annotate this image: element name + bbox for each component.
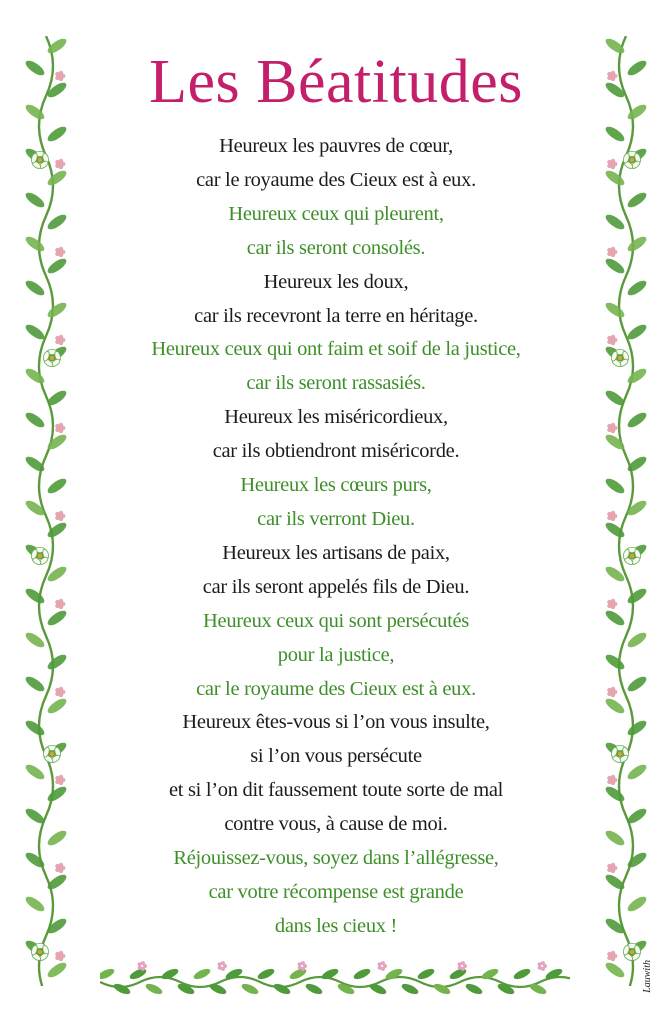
leaf-icon xyxy=(23,278,46,298)
leaf-icon xyxy=(603,124,626,144)
leaf-icon xyxy=(45,124,68,144)
flower-icon xyxy=(218,961,227,971)
flower-icon xyxy=(55,863,65,873)
white-flower-icon xyxy=(42,745,61,763)
leaf-icon xyxy=(625,894,648,914)
leaf-icon xyxy=(192,967,212,981)
leaf-icon xyxy=(23,630,46,650)
leaf-icon xyxy=(603,388,626,408)
poem-line: et si l’on dit faussement toute sorte de mal xyxy=(168,779,504,802)
leaf-icon xyxy=(23,806,46,826)
flower-icon xyxy=(538,961,547,971)
poem-line: contre vous, à cause de moi. xyxy=(224,813,448,836)
flower-icon xyxy=(607,863,617,873)
flower-icon xyxy=(607,71,617,81)
flower-icon xyxy=(55,775,65,785)
leaf-icon xyxy=(625,366,648,386)
leaf-icon xyxy=(23,234,46,254)
leaf-icon xyxy=(603,696,626,716)
leaf-icon xyxy=(112,982,132,996)
poem-line: si l’on vous persécute xyxy=(250,745,422,768)
leaf-icon xyxy=(625,850,648,870)
leaf-icon xyxy=(272,982,292,996)
leaf-icon xyxy=(45,432,68,452)
flower-icon xyxy=(607,335,617,345)
poem-line: dans les cieux ! xyxy=(274,914,398,937)
leaf-icon xyxy=(603,212,626,232)
bottom-floral-vine-border xyxy=(100,958,570,1002)
poem-line: car ils seront consolés. xyxy=(246,236,426,259)
leaf-icon xyxy=(23,322,46,342)
poem-line: Heureux les doux, xyxy=(263,270,409,293)
right-floral-vine-border xyxy=(594,36,658,986)
leaf-icon xyxy=(45,476,68,496)
leaf-icon xyxy=(464,982,484,996)
poem-line: Heureux ceux qui ont faim et soif de la justice, xyxy=(151,338,521,361)
artist-signature: Lauwith xyxy=(642,960,653,993)
flower-icon xyxy=(55,159,65,169)
leaf-icon xyxy=(23,762,46,782)
poem-line: Heureux ceux qui sont persécutés xyxy=(203,609,469,632)
white-flower-icon xyxy=(42,349,61,367)
leaf-icon xyxy=(512,967,532,981)
leaf-icon xyxy=(603,476,626,496)
leaf-icon xyxy=(45,388,68,408)
poem-line: Heureux ceux qui pleurent, xyxy=(228,202,444,225)
leaf-icon xyxy=(603,256,626,276)
leaf-icon xyxy=(23,718,46,738)
poem-line: car le royaume des Cieux est à eux. xyxy=(196,677,476,700)
leaf-icon xyxy=(45,256,68,276)
poem-line: car ils verront Dieu. xyxy=(257,507,415,530)
poem-line: Heureux les artisans de paix, xyxy=(222,541,450,564)
poem-line: pour la justice, xyxy=(277,643,395,666)
leaf-icon xyxy=(625,630,648,650)
leaf-icon xyxy=(23,190,46,210)
poem-line: car ils seront rassasiés. xyxy=(246,372,426,395)
leaf-icon xyxy=(603,960,626,980)
leaf-icon xyxy=(352,967,372,981)
flower-icon xyxy=(607,687,617,697)
leaf-icon xyxy=(603,432,626,452)
leaf-icon xyxy=(45,960,68,980)
flower-icon xyxy=(55,511,65,521)
poem-line: car ils recevront la terre en héritage. xyxy=(194,304,478,327)
leaf-icon xyxy=(45,168,68,188)
leaf-icon xyxy=(603,652,626,672)
flower-icon xyxy=(138,961,147,971)
poem-line: car ils seront appelés fils de Dieu. xyxy=(202,575,470,598)
leaf-icon xyxy=(45,608,68,628)
flower-icon xyxy=(55,71,65,81)
flower-icon xyxy=(55,423,65,433)
poem-line: Réjouissez-vous, soyez dans l’allégresse, xyxy=(173,847,499,870)
left-floral-vine-border xyxy=(14,36,78,986)
leaf-icon xyxy=(625,278,648,298)
flower-icon xyxy=(55,599,65,609)
flower-icon xyxy=(55,687,65,697)
white-flower-icon xyxy=(622,151,641,169)
leaf-icon xyxy=(603,828,626,848)
leaf-icon xyxy=(23,894,46,914)
leaf-icon xyxy=(23,586,46,606)
poem-line: Heureux les cœurs purs, xyxy=(240,474,432,497)
white-flower-icon xyxy=(610,349,629,367)
leaf-icon xyxy=(603,168,626,188)
poem-line: car votre récompense est grande xyxy=(208,880,464,903)
leaf-icon xyxy=(45,828,68,848)
leaf-icon xyxy=(625,410,648,430)
page-title: Les Béatitudes xyxy=(149,48,523,116)
leaf-icon xyxy=(400,982,420,996)
leaf-icon xyxy=(100,967,116,981)
white-flower-icon xyxy=(622,943,641,961)
flower-icon xyxy=(607,599,617,609)
flower-icon xyxy=(607,423,617,433)
leaf-icon xyxy=(240,982,260,996)
leaf-icon xyxy=(603,608,626,628)
flower-icon xyxy=(607,775,617,785)
flower-icon xyxy=(298,961,307,971)
leaf-icon xyxy=(144,982,164,996)
flower-icon xyxy=(607,247,617,257)
leaf-icon xyxy=(416,967,436,981)
leaf-icon xyxy=(625,58,648,78)
leaf-icon xyxy=(304,982,324,996)
white-flower-icon xyxy=(30,151,49,169)
leaf-icon xyxy=(23,674,46,694)
leaf-icon xyxy=(625,322,648,342)
poem-line: car le royaume des Cieux est à eux. xyxy=(196,168,476,191)
flower-icon xyxy=(607,159,617,169)
leaf-icon xyxy=(23,850,46,870)
leaf-icon xyxy=(625,718,648,738)
poem-line: Heureux êtes-vous si l’on vous insulte, xyxy=(182,711,490,734)
poem-line: Heureux les pauvres de cœur, xyxy=(219,135,453,157)
leaf-icon xyxy=(45,784,68,804)
leaf-icon xyxy=(625,234,648,254)
flower-icon xyxy=(55,335,65,345)
leaf-icon xyxy=(256,967,276,981)
flower-icon xyxy=(55,951,65,961)
leaf-icon xyxy=(603,784,626,804)
leaf-icon xyxy=(45,696,68,716)
leaf-icon xyxy=(625,190,648,210)
leaf-icon xyxy=(45,652,68,672)
flower-icon xyxy=(378,961,387,971)
leaf-icon xyxy=(23,58,46,78)
leaf-icon xyxy=(23,410,46,430)
poem-line: Heureux les miséricordieux, xyxy=(224,406,448,429)
leaf-icon xyxy=(603,300,626,320)
leaf-icon xyxy=(625,586,648,606)
white-flower-icon xyxy=(610,745,629,763)
leaf-icon xyxy=(625,806,648,826)
flower-icon xyxy=(55,247,65,257)
leaf-icon xyxy=(625,762,648,782)
leaf-icon xyxy=(45,212,68,232)
flower-icon xyxy=(458,961,467,971)
flower-icon xyxy=(607,511,617,521)
leaf-icon xyxy=(625,674,648,694)
white-flower-icon xyxy=(30,547,49,565)
leaf-icon xyxy=(23,366,46,386)
white-flower-icon xyxy=(622,547,641,565)
poem-text xyxy=(100,130,572,944)
white-flower-icon xyxy=(30,943,49,961)
poem-line: car ils obtiendront miséricorde. xyxy=(212,440,460,463)
leaf-icon xyxy=(432,982,452,996)
leaf-icon xyxy=(45,300,68,320)
flower-icon xyxy=(607,951,617,961)
